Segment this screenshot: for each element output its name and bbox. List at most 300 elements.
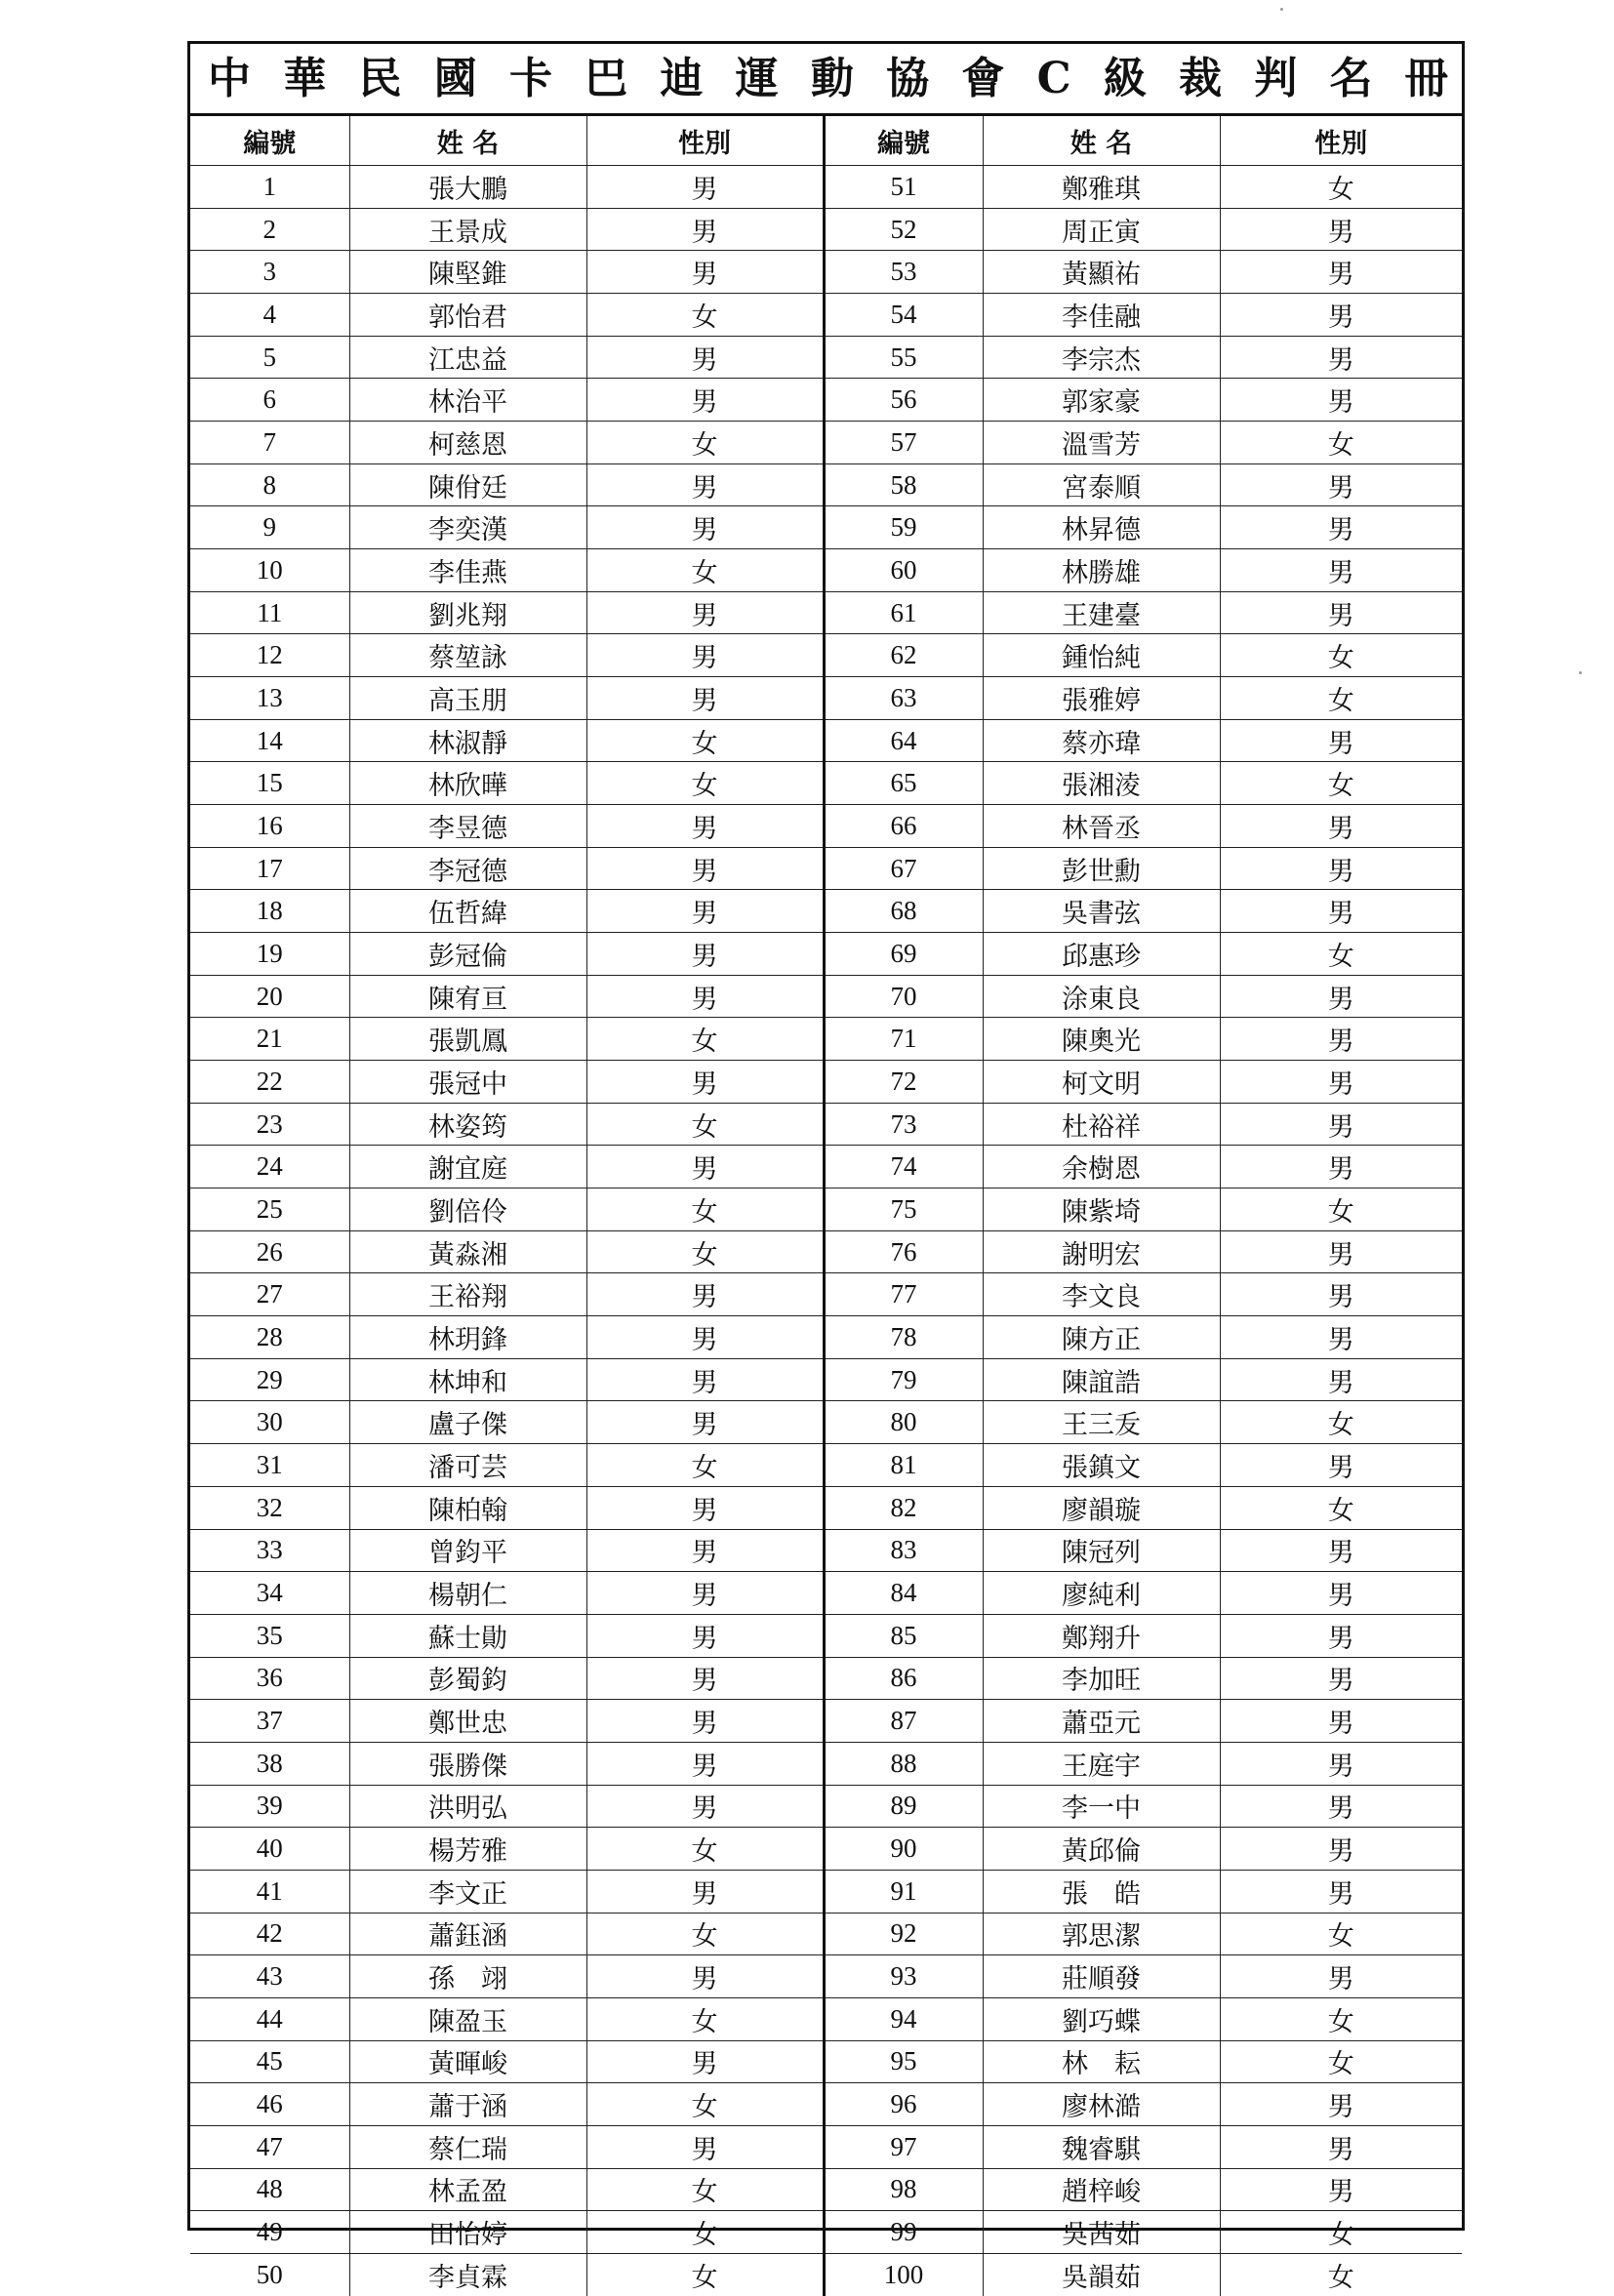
referee-number: 24 bbox=[190, 1146, 349, 1188]
referee-name: 林坤和 bbox=[349, 1358, 586, 1401]
referee-name: 郭思潔 bbox=[983, 1913, 1220, 1955]
referee-gender: 男 bbox=[586, 1572, 824, 1615]
referee-number: 2 bbox=[190, 208, 349, 251]
referee-gender: 女 bbox=[586, 762, 824, 805]
table-row bbox=[190, 1742, 1462, 1785]
referee-name: 蔡堃詠 bbox=[349, 634, 586, 677]
referee-name: 李奕漢 bbox=[349, 506, 586, 549]
referee-number: 25 bbox=[190, 1188, 349, 1231]
referee-number: 20 bbox=[190, 975, 349, 1018]
referee-gender: 男 bbox=[586, 1657, 824, 1700]
referee-number: 5 bbox=[190, 336, 349, 379]
referee-gender: 女 bbox=[586, 294, 824, 337]
referee-number: 34 bbox=[190, 1572, 349, 1615]
referee-gender: 女 bbox=[586, 1103, 824, 1146]
referee-name: 林玥鋒 bbox=[349, 1316, 586, 1359]
referee-gender: 男 bbox=[586, 1358, 824, 1401]
referee-name: 王景成 bbox=[349, 208, 586, 251]
referee-name: 吳書弦 bbox=[983, 890, 1220, 933]
referee-number: 68 bbox=[824, 890, 983, 933]
referee-name: 王庭宇 bbox=[983, 1742, 1220, 1785]
referee-name: 陳誼誥 bbox=[983, 1358, 1220, 1401]
table-row bbox=[190, 506, 1462, 549]
table-row bbox=[190, 251, 1462, 294]
referee-name: 王建臺 bbox=[983, 591, 1220, 634]
table-header-row bbox=[190, 116, 1462, 166]
title-char: 判 bbox=[1254, 53, 1298, 103]
referee-name: 蕭于涵 bbox=[349, 2083, 586, 2126]
referee-name: 彭冠倫 bbox=[349, 933, 586, 976]
referee-number: 95 bbox=[824, 2040, 983, 2083]
referee-gender: 男 bbox=[1220, 2125, 1462, 2168]
referee-name: 鍾怡純 bbox=[983, 634, 1220, 677]
referee-number: 72 bbox=[824, 1061, 983, 1104]
title-char: 迪 bbox=[660, 53, 704, 103]
referee-name: 廖林澔 bbox=[983, 2083, 1220, 2126]
title-char: C bbox=[1036, 53, 1071, 103]
referee-number: 70 bbox=[824, 975, 983, 1018]
referee-name: 洪明弘 bbox=[349, 1785, 586, 1828]
title-char: 名 bbox=[1329, 53, 1373, 103]
table-row bbox=[190, 2040, 1462, 2083]
referee-table bbox=[190, 116, 1462, 2296]
referee-gender: 女 bbox=[1220, 1913, 1462, 1955]
referee-name: 林治平 bbox=[349, 379, 586, 422]
referee-name: 莊順發 bbox=[983, 1955, 1220, 1998]
referee-gender: 男 bbox=[586, 1700, 824, 1743]
referee-gender: 女 bbox=[1220, 933, 1462, 976]
referee-gender: 女 bbox=[1220, 2040, 1462, 2083]
referee-gender: 男 bbox=[586, 1529, 824, 1572]
referee-number: 16 bbox=[190, 805, 349, 848]
referee-number: 56 bbox=[824, 379, 983, 422]
title-char: 國 bbox=[433, 53, 477, 103]
referee-gender: 男 bbox=[1220, 1018, 1462, 1061]
referee-gender: 男 bbox=[586, 379, 824, 422]
table-row bbox=[190, 890, 1462, 933]
referee-number: 36 bbox=[190, 1657, 349, 1700]
referee-gender: 女 bbox=[1220, 634, 1462, 677]
referee-number: 3 bbox=[190, 251, 349, 294]
referee-name: 吳茜茹 bbox=[983, 2211, 1220, 2254]
referee-gender: 女 bbox=[586, 719, 824, 762]
referee-name: 張雅婷 bbox=[983, 677, 1220, 720]
referee-number: 90 bbox=[824, 1828, 983, 1871]
table-row bbox=[190, 933, 1462, 976]
referee-number: 14 bbox=[190, 719, 349, 762]
referee-name: 蔡仁瑞 bbox=[349, 2125, 586, 2168]
referee-number: 39 bbox=[190, 1785, 349, 1828]
referee-gender: 男 bbox=[586, 1401, 824, 1444]
referee-number: 53 bbox=[824, 251, 983, 294]
referee-gender: 女 bbox=[586, 1188, 824, 1231]
referee-number: 60 bbox=[824, 549, 983, 592]
referee-number: 62 bbox=[824, 634, 983, 677]
referee-gender: 男 bbox=[1220, 2168, 1462, 2211]
table-row bbox=[190, 1955, 1462, 1998]
referee-name: 陳奧光 bbox=[983, 1018, 1220, 1061]
referee-name: 郭家豪 bbox=[983, 379, 1220, 422]
referee-gender: 男 bbox=[586, 1614, 824, 1657]
referee-gender: 女 bbox=[1220, 677, 1462, 720]
table-row bbox=[190, 2083, 1462, 2126]
referee-name: 李文良 bbox=[983, 1273, 1220, 1316]
referee-name: 魏睿騏 bbox=[983, 2125, 1220, 2168]
title-char: 冊 bbox=[1404, 53, 1448, 103]
referee-gender: 男 bbox=[1220, 890, 1462, 933]
table-row bbox=[190, 1444, 1462, 1487]
table-row bbox=[190, 1230, 1462, 1273]
referee-name: 彭世勳 bbox=[983, 847, 1220, 890]
referee-number: 99 bbox=[824, 2211, 983, 2254]
referee-gender: 男 bbox=[586, 1870, 824, 1913]
table-row bbox=[190, 1061, 1462, 1104]
referee-number: 98 bbox=[824, 2168, 983, 2211]
referee-gender: 女 bbox=[586, 1230, 824, 1273]
referee-gender: 女 bbox=[586, 1828, 824, 1871]
referee-number: 31 bbox=[190, 1444, 349, 1487]
referee-gender: 男 bbox=[1220, 1700, 1462, 1743]
referee-name: 林欣曄 bbox=[349, 762, 586, 805]
table-row bbox=[190, 1103, 1462, 1146]
referee-gender: 男 bbox=[586, 208, 824, 251]
referee-gender: 女 bbox=[586, 2083, 824, 2126]
referee-gender: 女 bbox=[1220, 762, 1462, 805]
referee-gender: 男 bbox=[1220, 805, 1462, 848]
referee-name: 吳韻茹 bbox=[983, 2253, 1220, 2295]
title-char: 運 bbox=[735, 53, 779, 103]
referee-name: 柯文明 bbox=[983, 1061, 1220, 1104]
referee-number: 54 bbox=[824, 294, 983, 337]
referee-number: 50 bbox=[190, 2253, 349, 2295]
referee-name: 蕭鈺涵 bbox=[349, 1913, 586, 1955]
referee-number: 87 bbox=[824, 1700, 983, 1743]
header-number: 編號 bbox=[824, 116, 983, 166]
referee-name: 黃暉峻 bbox=[349, 2040, 586, 2083]
table-row bbox=[190, 591, 1462, 634]
referee-name: 劉兆翔 bbox=[349, 591, 586, 634]
table-row bbox=[190, 1188, 1462, 1231]
referee-number: 13 bbox=[190, 677, 349, 720]
referee-name: 盧子傑 bbox=[349, 1401, 586, 1444]
table-row bbox=[190, 336, 1462, 379]
referee-name: 李加旺 bbox=[983, 1657, 1220, 1700]
referee-gender: 女 bbox=[586, 2168, 824, 2211]
referee-number: 96 bbox=[824, 2083, 983, 2126]
referee-name: 高玉朋 bbox=[349, 677, 586, 720]
referee-gender: 女 bbox=[1220, 2211, 1462, 2254]
referee-number: 74 bbox=[824, 1146, 983, 1188]
referee-name: 陳冠列 bbox=[983, 1529, 1220, 1572]
referee-name: 林孟盈 bbox=[349, 2168, 586, 2211]
header-gender: 性別 bbox=[586, 116, 824, 166]
referee-name: 王裕翔 bbox=[349, 1273, 586, 1316]
title-char: 卡 bbox=[508, 53, 552, 103]
referee-number: 43 bbox=[190, 1955, 349, 1998]
referee-number: 1 bbox=[190, 166, 349, 209]
referee-gender: 男 bbox=[586, 933, 824, 976]
referee-number: 61 bbox=[824, 591, 983, 634]
referee-name: 溫雪芳 bbox=[983, 422, 1220, 464]
referee-number: 58 bbox=[824, 463, 983, 506]
referee-gender: 男 bbox=[1220, 1955, 1462, 1998]
referee-name: 彭蜀鈞 bbox=[349, 1657, 586, 1700]
referee-number: 77 bbox=[824, 1273, 983, 1316]
referee-name: 張大鵬 bbox=[349, 166, 586, 209]
referee-number: 100 bbox=[824, 2253, 983, 2295]
referee-gender: 女 bbox=[1220, 2253, 1462, 2295]
table-row bbox=[190, 847, 1462, 890]
referee-gender: 男 bbox=[586, 591, 824, 634]
referee-number: 7 bbox=[190, 422, 349, 464]
referee-gender: 男 bbox=[1220, 1742, 1462, 1785]
referee-name: 黃顯祐 bbox=[983, 251, 1220, 294]
referee-gender: 女 bbox=[586, 1913, 824, 1955]
referee-name: 張凱鳳 bbox=[349, 1018, 586, 1061]
table-row bbox=[190, 1828, 1462, 1871]
referee-number: 38 bbox=[190, 1742, 349, 1785]
referee-gender: 男 bbox=[1220, 1103, 1462, 1146]
referee-number: 37 bbox=[190, 1700, 349, 1743]
referee-gender: 男 bbox=[1220, 1828, 1462, 1871]
table-row bbox=[190, 1870, 1462, 1913]
referee-gender: 男 bbox=[1220, 208, 1462, 251]
referee-gender: 女 bbox=[586, 1997, 824, 2040]
table-row bbox=[190, 1614, 1462, 1657]
referee-gender: 男 bbox=[586, 463, 824, 506]
referee-number: 9 bbox=[190, 506, 349, 549]
referee-number: 28 bbox=[190, 1316, 349, 1359]
referee-name: 陳方正 bbox=[983, 1316, 1220, 1359]
referee-number: 82 bbox=[824, 1486, 983, 1529]
referee-number: 44 bbox=[190, 1997, 349, 2040]
referee-name: 江忠益 bbox=[349, 336, 586, 379]
referee-name: 伍哲緯 bbox=[349, 890, 586, 933]
referee-number: 11 bbox=[190, 591, 349, 634]
referee-name: 鄭世忠 bbox=[349, 1700, 586, 1743]
referee-name: 楊芳雅 bbox=[349, 1828, 586, 1871]
referee-gender: 男 bbox=[1220, 975, 1462, 1018]
table-row bbox=[190, 549, 1462, 592]
referee-name: 李佳燕 bbox=[349, 549, 586, 592]
table-row bbox=[190, 1486, 1462, 1529]
referee-gender: 男 bbox=[586, 336, 824, 379]
referee-number: 29 bbox=[190, 1358, 349, 1401]
referee-gender: 女 bbox=[1220, 422, 1462, 464]
referee-number: 22 bbox=[190, 1061, 349, 1104]
referee-number: 78 bbox=[824, 1316, 983, 1359]
referee-gender: 男 bbox=[586, 2040, 824, 2083]
referee-gender: 男 bbox=[1220, 1657, 1462, 1700]
title-char: 中 bbox=[208, 53, 251, 103]
referee-name: 李宗杰 bbox=[983, 336, 1220, 379]
table-row bbox=[190, 1913, 1462, 1955]
referee-number: 27 bbox=[190, 1273, 349, 1316]
referee-name: 潘可芸 bbox=[349, 1444, 586, 1487]
referee-gender: 女 bbox=[1220, 1401, 1462, 1444]
referee-gender: 男 bbox=[586, 890, 824, 933]
referee-gender: 男 bbox=[1220, 1230, 1462, 1273]
referee-gender: 男 bbox=[586, 1061, 824, 1104]
referee-number: 19 bbox=[190, 933, 349, 976]
referee-number: 23 bbox=[190, 1103, 349, 1146]
table-row bbox=[190, 762, 1462, 805]
referee-gender: 女 bbox=[586, 2253, 824, 2295]
referee-gender: 男 bbox=[1220, 379, 1462, 422]
referee-name: 陳堅錐 bbox=[349, 251, 586, 294]
referee-gender: 男 bbox=[1220, 506, 1462, 549]
referee-gender: 男 bbox=[586, 805, 824, 848]
referee-name: 鄭翔升 bbox=[983, 1614, 1220, 1657]
referee-gender: 男 bbox=[1220, 847, 1462, 890]
referee-gender: 男 bbox=[586, 1486, 824, 1529]
referee-name: 張 皓 bbox=[983, 1870, 1220, 1913]
referee-name: 陳盈玉 bbox=[349, 1997, 586, 2040]
referee-name: 張鎮文 bbox=[983, 1444, 1220, 1487]
referee-name: 林姿筠 bbox=[349, 1103, 586, 1146]
referee-gender: 女 bbox=[1220, 166, 1462, 209]
referee-number: 75 bbox=[824, 1188, 983, 1231]
referee-number: 21 bbox=[190, 1018, 349, 1061]
referee-name: 張勝傑 bbox=[349, 1742, 586, 1785]
referee-gender: 男 bbox=[586, 166, 824, 209]
referee-number: 83 bbox=[824, 1529, 983, 1572]
header-number: 編號 bbox=[190, 116, 349, 166]
referee-gender: 男 bbox=[1220, 1572, 1462, 1615]
referee-name: 張冠中 bbox=[349, 1061, 586, 1104]
referee-name: 林勝雄 bbox=[983, 549, 1220, 592]
title-char: 級 bbox=[1103, 53, 1147, 103]
referee-number: 47 bbox=[190, 2125, 349, 2168]
referee-gender: 男 bbox=[586, 847, 824, 890]
referee-name: 林晉丞 bbox=[983, 805, 1220, 848]
referee-gender: 男 bbox=[1220, 2083, 1462, 2126]
referee-name: 李昱德 bbox=[349, 805, 586, 848]
referee-name: 謝明宏 bbox=[983, 1230, 1220, 1273]
referee-gender: 女 bbox=[586, 2211, 824, 2254]
referee-number: 73 bbox=[824, 1103, 983, 1146]
referee-gender: 男 bbox=[1220, 1146, 1462, 1188]
referee-number: 71 bbox=[824, 1018, 983, 1061]
title-char: 協 bbox=[886, 53, 930, 103]
table-row bbox=[190, 2168, 1462, 2211]
referee-number: 12 bbox=[190, 634, 349, 677]
referee-gender: 男 bbox=[586, 506, 824, 549]
table-row bbox=[190, 2211, 1462, 2254]
referee-number: 42 bbox=[190, 1913, 349, 1955]
referee-gender: 男 bbox=[586, 2125, 824, 2168]
table-row bbox=[190, 1572, 1462, 1615]
referee-gender: 男 bbox=[586, 1273, 824, 1316]
table-row bbox=[190, 1997, 1462, 2040]
referee-name: 林 耘 bbox=[983, 2040, 1220, 2083]
referee-gender: 男 bbox=[586, 1785, 824, 1828]
table-row bbox=[190, 463, 1462, 506]
referee-number: 81 bbox=[824, 1444, 983, 1487]
referee-number: 66 bbox=[824, 805, 983, 848]
scan-speck bbox=[1579, 671, 1582, 674]
referee-gender: 男 bbox=[1220, 463, 1462, 506]
referee-name: 孫 翊 bbox=[349, 1955, 586, 1998]
table-row bbox=[190, 1018, 1462, 1061]
referee-name: 陳佾廷 bbox=[349, 463, 586, 506]
table-row bbox=[190, 1657, 1462, 1700]
referee-number: 69 bbox=[824, 933, 983, 976]
referee-name: 李冠德 bbox=[349, 847, 586, 890]
referee-name: 黃邱倫 bbox=[983, 1828, 1220, 1871]
title-char: 動 bbox=[810, 53, 854, 103]
referee-number: 94 bbox=[824, 1997, 983, 2040]
referee-name: 杜裕祥 bbox=[983, 1103, 1220, 1146]
referee-gender: 男 bbox=[1220, 251, 1462, 294]
referee-gender: 男 bbox=[586, 1316, 824, 1359]
table-row bbox=[190, 2125, 1462, 2168]
referee-name: 涂東良 bbox=[983, 975, 1220, 1018]
referee-gender: 男 bbox=[1220, 549, 1462, 592]
referee-number: 8 bbox=[190, 463, 349, 506]
title-char: 華 bbox=[283, 53, 327, 103]
referee-number: 30 bbox=[190, 1401, 349, 1444]
title-char: 會 bbox=[961, 53, 1005, 103]
table-row bbox=[190, 677, 1462, 720]
referee-number: 33 bbox=[190, 1529, 349, 1572]
referee-number: 92 bbox=[824, 1913, 983, 1955]
referee-name: 郭怡君 bbox=[349, 294, 586, 337]
referee-number: 55 bbox=[824, 336, 983, 379]
referee-number: 93 bbox=[824, 1955, 983, 1998]
referee-number: 59 bbox=[824, 506, 983, 549]
referee-name: 趙梓峻 bbox=[983, 2168, 1220, 2211]
referee-gender: 男 bbox=[1220, 1870, 1462, 1913]
referee-number: 76 bbox=[824, 1230, 983, 1273]
header-name: 姓 名 bbox=[983, 116, 1220, 166]
referee-number: 67 bbox=[824, 847, 983, 890]
referee-name: 柯慈恩 bbox=[349, 422, 586, 464]
referee-name: 王三叐 bbox=[983, 1401, 1220, 1444]
referee-gender: 男 bbox=[1220, 1358, 1462, 1401]
table-row bbox=[190, 294, 1462, 337]
referee-number: 91 bbox=[824, 1870, 983, 1913]
table-row bbox=[190, 975, 1462, 1018]
referee-number: 65 bbox=[824, 762, 983, 805]
referee-number: 88 bbox=[824, 1742, 983, 1785]
table-row bbox=[190, 1785, 1462, 1828]
referee-gender: 女 bbox=[1220, 1188, 1462, 1231]
referee-number: 52 bbox=[824, 208, 983, 251]
referee-name: 陳柏翰 bbox=[349, 1486, 586, 1529]
referee-name: 劉倍伶 bbox=[349, 1188, 586, 1231]
table-row bbox=[190, 634, 1462, 677]
referee-name: 李佳融 bbox=[983, 294, 1220, 337]
referee-name: 劉巧蝶 bbox=[983, 1997, 1220, 2040]
referee-name: 林昇德 bbox=[983, 506, 1220, 549]
scan-speck bbox=[1280, 8, 1283, 11]
referee-number: 80 bbox=[824, 1401, 983, 1444]
referee-name: 蔡亦瑋 bbox=[983, 719, 1220, 762]
referee-gender: 男 bbox=[1220, 591, 1462, 634]
referee-name: 黃淼湘 bbox=[349, 1230, 586, 1273]
referee-gender: 男 bbox=[1220, 1529, 1462, 1572]
referee-name: 曾鈞平 bbox=[349, 1529, 586, 1572]
referee-name: 楊朝仁 bbox=[349, 1572, 586, 1615]
referee-name: 邱惠珍 bbox=[983, 933, 1220, 976]
table-row bbox=[190, 166, 1462, 209]
referee-number: 40 bbox=[190, 1828, 349, 1871]
referee-name: 廖韻璇 bbox=[983, 1486, 1220, 1529]
referee-name: 李一中 bbox=[983, 1785, 1220, 1828]
referee-name: 陳宥亘 bbox=[349, 975, 586, 1018]
table-row bbox=[190, 2253, 1462, 2295]
